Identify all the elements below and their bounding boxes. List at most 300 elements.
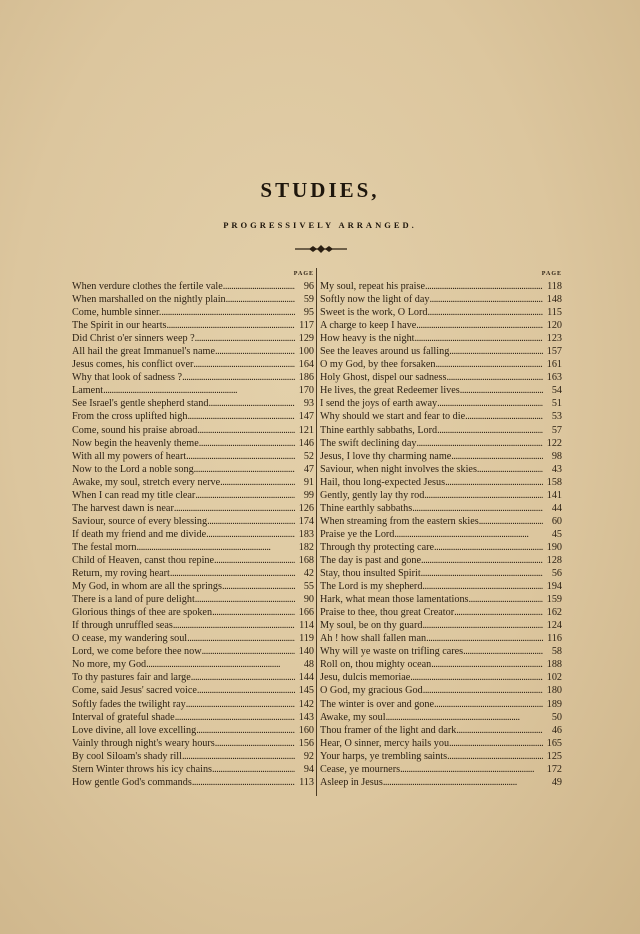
dot-leader bbox=[423, 684, 543, 697]
entry-page-number: 186 bbox=[298, 372, 314, 384]
index-entry bbox=[320, 450, 562, 463]
index-entry bbox=[72, 280, 314, 293]
dot-leader bbox=[426, 632, 543, 645]
index-entry bbox=[72, 384, 314, 397]
index-entry bbox=[72, 345, 314, 358]
index-entry bbox=[72, 763, 314, 776]
dot-leader bbox=[187, 410, 295, 423]
entry-title: There is a land of pure delight bbox=[72, 594, 195, 606]
entry-page-number: 100 bbox=[298, 346, 314, 358]
entry-page-number: 59 bbox=[303, 294, 314, 306]
index-entry bbox=[320, 293, 562, 306]
index-entry bbox=[72, 580, 314, 593]
entry-page-number: 46 bbox=[551, 724, 562, 736]
index-entry bbox=[320, 776, 562, 789]
dot-leader bbox=[170, 567, 295, 580]
entry-title: Thine earthly sabbaths bbox=[320, 502, 413, 514]
dot-leader bbox=[422, 619, 543, 632]
index-entry bbox=[72, 476, 314, 489]
dot-leader bbox=[182, 750, 295, 763]
entry-page-number: 49 bbox=[551, 776, 562, 788]
dot-leader bbox=[410, 671, 543, 684]
dot-leader bbox=[186, 450, 295, 463]
page-column-header: PAGE bbox=[541, 271, 562, 277]
index-entry bbox=[72, 737, 314, 750]
dot-leader bbox=[161, 306, 295, 319]
entry-title: Come, humble sinner. bbox=[72, 307, 162, 319]
index-entry bbox=[320, 554, 562, 567]
entry-title: Saviour, source of every blessing bbox=[72, 515, 208, 527]
entry-title: Child of Heaven, canst thou repine bbox=[72, 554, 215, 566]
entry-title: Through thy protecting care bbox=[320, 541, 435, 553]
entry-page-number: 180 bbox=[546, 685, 562, 697]
index-entry bbox=[72, 684, 314, 697]
entry-page-number: 124 bbox=[546, 620, 562, 632]
entry-title: Ah ! how shall fallen man bbox=[320, 633, 427, 645]
entry-page-number: 92 bbox=[303, 750, 314, 762]
dot-leader bbox=[173, 619, 295, 632]
index-entry bbox=[72, 410, 314, 423]
index-entry bbox=[72, 528, 314, 541]
dot-leader bbox=[220, 476, 295, 489]
index-entry bbox=[72, 541, 314, 554]
dot-leader bbox=[212, 763, 295, 776]
entry-page-number: 188 bbox=[546, 659, 562, 671]
entry-page-number: 143 bbox=[298, 711, 314, 723]
index-entry bbox=[72, 371, 314, 384]
index-entry bbox=[320, 645, 562, 658]
dot-leader bbox=[215, 737, 295, 750]
entry-title: If through unruffled seas bbox=[72, 620, 173, 632]
entry-page-number: 56 bbox=[551, 568, 562, 580]
entry-title: Hark, what mean those lamentations bbox=[320, 594, 469, 606]
entry-page-number: 162 bbox=[546, 607, 562, 619]
entry-title: The day is past and gone bbox=[320, 554, 421, 566]
dot-leader bbox=[386, 711, 543, 724]
index-entry bbox=[320, 632, 562, 645]
dot-leader bbox=[197, 684, 295, 697]
dot-leader bbox=[195, 332, 295, 345]
dot-leader bbox=[214, 554, 295, 567]
entry-title: My soul, repeat his praise bbox=[320, 281, 425, 292]
dot-leader bbox=[202, 645, 295, 658]
dot-leader bbox=[192, 776, 295, 789]
entry-page-number: 117 bbox=[299, 320, 314, 332]
entry-title: My soul, be on thy guard bbox=[320, 620, 423, 632]
index-entry bbox=[320, 502, 562, 515]
entry-title: When I can read my title clear bbox=[72, 489, 196, 501]
entry-page-number: 170 bbox=[298, 385, 314, 397]
index-entry bbox=[72, 515, 314, 528]
entry-title: When marshalled on the nightly plain bbox=[72, 294, 226, 306]
entry-title: Awake, my soul bbox=[320, 711, 386, 723]
entry-page-number: 45 bbox=[551, 528, 562, 540]
entry-title: How heavy is the night bbox=[320, 333, 415, 345]
dot-leader bbox=[207, 515, 295, 528]
index-entry bbox=[72, 632, 314, 645]
entry-page-number: 194 bbox=[546, 581, 562, 593]
entry-title: Jesus, I love thy charming name bbox=[320, 450, 452, 462]
index-entry bbox=[320, 332, 562, 345]
index-entry bbox=[72, 397, 314, 410]
entry-page-number: 90 bbox=[303, 594, 314, 606]
entry-page-number: 57 bbox=[551, 424, 562, 436]
index-entry bbox=[72, 671, 314, 684]
page-column-header: PAGE bbox=[293, 271, 314, 277]
index-entry bbox=[320, 541, 562, 554]
dot-leader bbox=[103, 384, 295, 397]
index-entry bbox=[320, 763, 562, 776]
entry-page-number: 98 bbox=[551, 450, 562, 462]
entry-title: Hail, thou long-expected Jesus bbox=[320, 476, 446, 488]
entry-title: No more, my God bbox=[72, 659, 147, 671]
dot-leader bbox=[463, 645, 543, 658]
page-subtitle: PROGRESSIVELY ARRANGED. bbox=[223, 220, 417, 230]
index-entry bbox=[320, 528, 562, 541]
dot-leader bbox=[215, 345, 295, 358]
entry-page-number: 115 bbox=[547, 307, 562, 319]
index-entry bbox=[320, 410, 562, 423]
column-divider bbox=[316, 268, 317, 796]
dot-leader bbox=[199, 437, 295, 450]
entry-page-number: 58 bbox=[551, 646, 562, 658]
dot-leader bbox=[194, 463, 295, 476]
index-entry bbox=[320, 619, 562, 632]
index-entry bbox=[72, 776, 314, 789]
index-entry bbox=[320, 358, 562, 371]
entry-title: O my God, by thee forsaken bbox=[320, 359, 436, 371]
index-entry bbox=[72, 711, 314, 724]
index-entry bbox=[320, 737, 562, 750]
entry-title: Your harps, ye trembling saints bbox=[320, 750, 448, 762]
index-entry bbox=[320, 306, 562, 319]
entry-title: Stern Winter throws his icy chains bbox=[72, 763, 213, 775]
entry-title: Roll on, thou mighty ocean bbox=[320, 659, 432, 671]
entry-page-number: 123 bbox=[546, 333, 562, 345]
index-entry bbox=[320, 280, 562, 293]
dot-leader bbox=[195, 489, 295, 502]
dot-leader bbox=[465, 410, 543, 423]
dot-leader bbox=[206, 528, 295, 541]
entry-title: With all my powers of heart bbox=[72, 450, 187, 462]
entry-page-number: 168 bbox=[298, 554, 314, 566]
index-entry bbox=[320, 711, 562, 724]
index-entry bbox=[72, 698, 314, 711]
entry-page-number: 47 bbox=[303, 463, 314, 475]
dot-leader bbox=[479, 515, 543, 528]
entry-page-number: 99 bbox=[303, 489, 314, 501]
dot-leader bbox=[469, 593, 543, 606]
dot-leader bbox=[421, 567, 543, 580]
dot-leader bbox=[174, 502, 295, 515]
index-entry bbox=[72, 502, 314, 515]
entry-title: Interval of grateful shade bbox=[72, 711, 175, 723]
entry-page-number: 102 bbox=[546, 672, 562, 684]
entry-page-number: 91 bbox=[303, 476, 314, 488]
index-entry bbox=[320, 684, 562, 697]
entry-page-number: 156 bbox=[298, 737, 314, 749]
entry-title: O God, my gracious God bbox=[320, 685, 423, 697]
entry-page-number: 52 bbox=[303, 450, 314, 462]
entry-page-number: 183 bbox=[298, 528, 314, 540]
entry-page-number: 140 bbox=[298, 646, 314, 658]
entry-page-number: 163 bbox=[546, 372, 562, 384]
index-entry bbox=[320, 515, 562, 528]
dot-leader bbox=[456, 724, 543, 737]
entry-title: Stay, thou insulted Spirit bbox=[320, 568, 421, 580]
entry-page-number: 189 bbox=[546, 698, 562, 710]
index-entry bbox=[320, 658, 562, 671]
index-entry bbox=[320, 750, 562, 763]
entry-title: I send the joys of earth away bbox=[320, 398, 438, 410]
entry-page-number: 182 bbox=[298, 541, 314, 553]
entry-title: Love divine, all love excelling bbox=[72, 724, 197, 736]
entry-page-number: 145 bbox=[298, 685, 314, 697]
entry-title: Come, sound his praise abroad bbox=[72, 424, 198, 436]
entry-title: Gently, gently lay thy rod bbox=[320, 489, 425, 501]
entry-page-number: 147 bbox=[298, 411, 314, 423]
entry-page-number: 95 bbox=[303, 307, 314, 319]
index-entry bbox=[320, 580, 562, 593]
entry-page-number: 146 bbox=[298, 437, 314, 449]
entry-title: Sweet is the work, O Lord bbox=[320, 307, 428, 319]
entry-page-number: 93 bbox=[303, 398, 314, 410]
entry-title: A charge to keep I have bbox=[320, 320, 417, 332]
entry-page-number: 190 bbox=[546, 541, 562, 553]
entry-page-number: 122 bbox=[546, 437, 562, 449]
entry-title: Softly fades the twilight ray bbox=[72, 698, 186, 710]
entry-title: Glorious things of thee are spoken bbox=[72, 607, 213, 619]
entry-title: Holy Ghost, dispel our sadness bbox=[320, 372, 447, 384]
index-entry bbox=[320, 424, 562, 437]
dot-leader bbox=[451, 450, 543, 463]
dot-leader bbox=[435, 358, 543, 371]
entry-title: Why will ye waste on trifling cares bbox=[320, 646, 464, 658]
dot-leader bbox=[400, 763, 543, 776]
entry-title: The Lord is my shepherd bbox=[320, 581, 423, 593]
dot-leader bbox=[449, 737, 543, 750]
index-entry bbox=[320, 671, 562, 684]
entry-title: Return, my roving heart bbox=[72, 568, 170, 580]
entry-title: Softly now the light of day bbox=[320, 294, 430, 306]
entry-page-number: 113 bbox=[299, 776, 314, 788]
dot-leader bbox=[431, 658, 543, 671]
entry-page-number: 158 bbox=[546, 476, 562, 488]
entry-title: Thine earthly sabbaths, Lord bbox=[320, 424, 438, 436]
entry-page-number: 116 bbox=[547, 633, 562, 645]
dot-leader bbox=[460, 384, 543, 397]
entry-title: Lord, we come before thee now bbox=[72, 646, 202, 658]
index-entry bbox=[320, 384, 562, 397]
entry-title: When streaming from the eastern skies bbox=[320, 515, 479, 527]
entry-title: Did Christ o'er sinners weep ? bbox=[72, 333, 195, 345]
entry-title: Jesu, dulcis memoriae bbox=[320, 672, 411, 684]
entry-page-number: 164 bbox=[298, 359, 314, 371]
entry-title: He lives, the great Redeemer lives bbox=[320, 385, 460, 397]
page-title: STUDIES, bbox=[260, 178, 380, 202]
dot-leader bbox=[477, 463, 543, 476]
dot-leader bbox=[196, 724, 295, 737]
entry-title: Now begin the heavenly theme bbox=[72, 437, 199, 449]
entry-title: Why that look of sadness ? bbox=[72, 372, 183, 384]
index-entry bbox=[72, 619, 314, 632]
entry-title: Hear, O sinner, mercy hails you bbox=[320, 737, 450, 749]
entry-page-number: 159 bbox=[546, 594, 562, 606]
dot-leader bbox=[182, 371, 295, 384]
dot-leader bbox=[223, 280, 295, 293]
entry-page-number: 48 bbox=[303, 659, 314, 671]
entry-page-number: 121 bbox=[298, 424, 314, 436]
entry-page-number: 165 bbox=[546, 737, 562, 749]
index-entry bbox=[72, 306, 314, 319]
dot-leader bbox=[383, 776, 543, 789]
dot-leader bbox=[394, 528, 543, 541]
entry-title: From the cross uplifted high bbox=[72, 411, 188, 423]
entry-page-number: 42 bbox=[303, 568, 314, 580]
dot-leader bbox=[415, 332, 543, 345]
dot-leader bbox=[212, 606, 295, 619]
index-entry bbox=[72, 658, 314, 671]
entry-title: Awake, my soul, stretch every nerve bbox=[72, 476, 221, 488]
entry-title: See Israel's gentle shepherd stand bbox=[72, 398, 209, 410]
entry-title: Now to the Lord a noble song bbox=[72, 463, 194, 475]
dot-leader bbox=[193, 358, 295, 371]
index-entry bbox=[72, 645, 314, 658]
entry-page-number: 172 bbox=[546, 763, 562, 775]
entry-title: The harvest dawn is near bbox=[72, 502, 174, 514]
entry-page-number: 125 bbox=[546, 750, 562, 762]
index-entry bbox=[72, 567, 314, 580]
entry-title: By cool Siloam's shady rill bbox=[72, 750, 182, 762]
index-entry bbox=[72, 463, 314, 476]
dot-leader bbox=[437, 397, 543, 410]
index-entry bbox=[320, 397, 562, 410]
index-entry bbox=[72, 332, 314, 345]
entry-page-number: 114 bbox=[299, 620, 314, 632]
entry-page-number: 53 bbox=[551, 411, 562, 423]
dot-leader bbox=[197, 424, 295, 437]
entry-page-number: 118 bbox=[547, 281, 562, 292]
index-entry bbox=[72, 358, 314, 371]
dot-leader bbox=[416, 437, 543, 450]
entry-title: How gentle God's commands bbox=[72, 776, 192, 788]
entry-page-number: 128 bbox=[546, 554, 562, 566]
index-entry bbox=[320, 567, 562, 580]
dot-leader bbox=[195, 593, 295, 606]
dot-leader bbox=[146, 658, 295, 671]
entry-title: Praise ye the Lord bbox=[320, 528, 395, 540]
dot-leader bbox=[412, 502, 543, 515]
dot-leader bbox=[186, 698, 295, 711]
index-entry bbox=[72, 424, 314, 437]
dot-leader bbox=[191, 671, 295, 684]
entry-page-number: 174 bbox=[298, 515, 314, 527]
entry-title: To thy pastures fair and large bbox=[72, 672, 191, 684]
entry-page-number: 126 bbox=[298, 502, 314, 514]
entry-title: Praise to thee, thou great Creator bbox=[320, 607, 455, 619]
dot-leader bbox=[445, 476, 543, 489]
dot-leader bbox=[454, 606, 543, 619]
index-entry bbox=[320, 606, 562, 619]
index-entry bbox=[320, 437, 562, 450]
index-entry bbox=[72, 606, 314, 619]
entry-title: My God, in whom are all the springs bbox=[72, 581, 222, 593]
entry-page-number: 50 bbox=[551, 711, 562, 723]
entry-title: Saviour, when night involves the skies bbox=[320, 463, 477, 475]
dot-leader bbox=[437, 424, 543, 437]
entry-page-number: 129 bbox=[298, 333, 314, 345]
index-entry bbox=[72, 750, 314, 763]
index-entry bbox=[320, 371, 562, 384]
entry-title: Cease, ye mourners bbox=[320, 763, 401, 775]
dot-leader bbox=[137, 541, 296, 554]
dot-leader bbox=[449, 345, 543, 358]
entry-title: Asleep in Jesus bbox=[320, 776, 383, 788]
entry-page-number: 44 bbox=[551, 502, 562, 514]
dot-leader bbox=[167, 319, 296, 332]
dot-leader bbox=[422, 580, 543, 593]
entry-page-number: 161 bbox=[546, 359, 562, 371]
index-entry bbox=[320, 476, 562, 489]
entry-title: Vainly through night's weary hours bbox=[72, 737, 215, 749]
entry-title: See the leaves around us falling bbox=[320, 346, 450, 358]
index-column-left bbox=[72, 268, 314, 789]
entry-page-number: 119 bbox=[299, 633, 314, 645]
entry-page-number: 96 bbox=[303, 281, 314, 292]
ornament-divider-icon bbox=[295, 244, 347, 254]
index-entry bbox=[320, 593, 562, 606]
entry-page-number: 142 bbox=[298, 698, 314, 710]
entry-title: The festal morn bbox=[72, 541, 137, 553]
entry-title: The swift declining day bbox=[320, 437, 417, 449]
dot-leader bbox=[226, 293, 295, 306]
entry-page-number: 120 bbox=[546, 320, 562, 332]
index-entry bbox=[72, 724, 314, 737]
dot-leader bbox=[187, 632, 295, 645]
entry-page-number: 141 bbox=[546, 489, 562, 501]
index-entry bbox=[320, 345, 562, 358]
entry-page-number: 60 bbox=[551, 515, 562, 527]
dot-leader bbox=[447, 371, 544, 384]
index-entry bbox=[72, 554, 314, 567]
index-entry bbox=[72, 319, 314, 332]
dot-leader bbox=[428, 306, 543, 319]
index-entry bbox=[320, 463, 562, 476]
dot-leader bbox=[447, 750, 543, 763]
index-entry bbox=[320, 724, 562, 737]
index-entry bbox=[72, 489, 314, 502]
entry-title: Come, said Jesus' sacred voice bbox=[72, 685, 197, 697]
index-entry bbox=[72, 293, 314, 306]
index-entry bbox=[320, 319, 562, 332]
entry-title: Jesus comes, his conflict over bbox=[72, 359, 194, 371]
entry-page-number: 94 bbox=[303, 763, 314, 775]
dot-leader bbox=[222, 580, 295, 593]
dot-leader bbox=[424, 489, 543, 502]
dot-leader bbox=[434, 698, 543, 711]
entry-title: The Spirit in our hearts bbox=[72, 320, 167, 332]
entry-page-number: 157 bbox=[546, 346, 562, 358]
index-entry bbox=[72, 437, 314, 450]
entry-page-number: 55 bbox=[303, 581, 314, 593]
dot-leader bbox=[430, 293, 543, 306]
entry-title: O cease, my wandering soul bbox=[72, 633, 188, 645]
index-entry bbox=[72, 450, 314, 463]
index-entry bbox=[320, 698, 562, 711]
entry-title: Why should we start and fear to die bbox=[320, 411, 466, 423]
entry-title: Lament bbox=[72, 385, 104, 397]
entry-page-number: 43 bbox=[551, 463, 562, 475]
